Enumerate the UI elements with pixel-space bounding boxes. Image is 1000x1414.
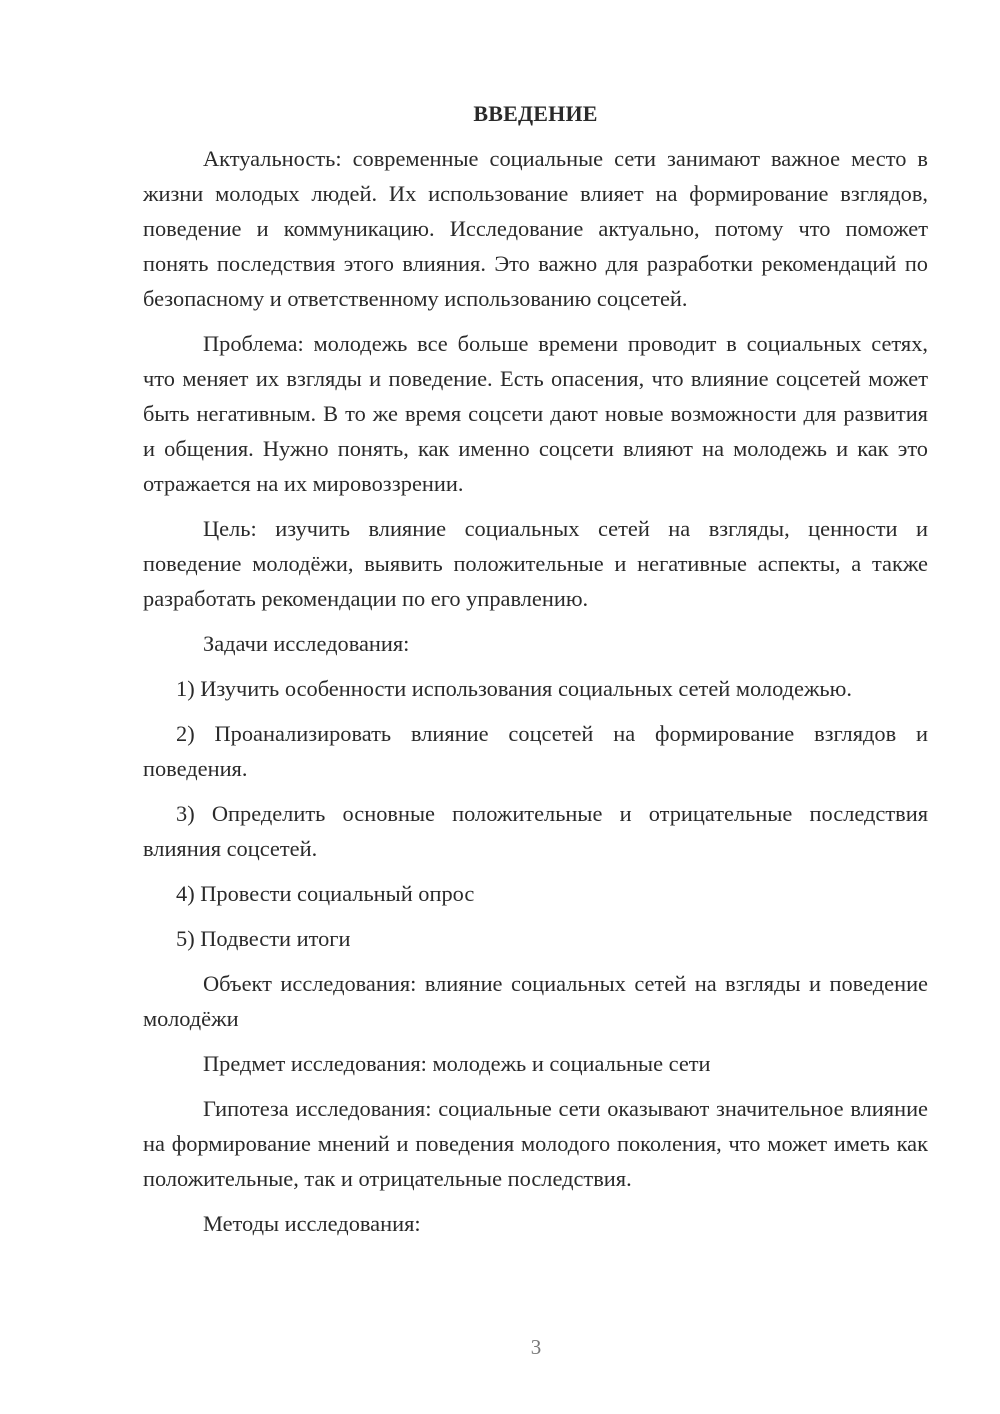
page-title: ВВЕДЕНИЕ — [473, 101, 598, 126]
task-item-2: 2) Проанализировать влияние соцсетей на формирование взглядов и поведения. — [143, 721, 928, 781]
task-item-4: 4) Провести социальный опрос — [176, 881, 475, 906]
paragraph-problem: Проблема: молодежь все больше времени проводит в социальных сетях, что меняет их взгляды и поведение. Есть опасения, что влияние соцсетей может быть негативным. В то же время соцсети дают новые возможности для развития и общения. Нужно понять, как именно соцсети влияют на молодежь и как это отражается на их мировоззрении. — [143, 331, 928, 496]
task-item-5: 5) Подвести итоги — [176, 926, 351, 951]
paragraph-hypothesis: Гипотеза исследования: социальные сети оказывают значительное влияние на формирование мнений и поведения молодого поколения, что может иметь как положительные, так и отрицательные последствия. — [143, 1096, 928, 1191]
paragraph-object: Объект исследования: влияние социальных сетей на взгляды и поведение молодёжи — [143, 971, 928, 1031]
tasks-heading: Задачи исследования: — [203, 631, 410, 656]
paragraph-subject: Предмет исследования: молодежь и социальные сети — [203, 1051, 711, 1076]
paragraph-goal: Цель: изучить влияние социальных сетей на взгляды, ценности и поведение молодёжи, выявить положительные и негативные аспекты, а также разработать рекомендации по его управлению. — [143, 516, 928, 611]
task-item-3: 3) Определить основные положительные и отрицательные последствия влияния соцсетей. — [143, 801, 928, 861]
task-item-1: 1) Изучить особенности использования социальных сетей молодежью. — [176, 676, 852, 701]
page-content — [143, 96, 928, 1251]
paragraph-relevance: Актуальность: современные социальные сети занимают важное место в жизни молодых людей. Их использование влияет на формирование взглядов, поведение и коммуникацию. Исследование актуально, потому что поможет понять последствия этого влияния. Это важно для разработки рекомендаций по безопасному и ответственному использованию соцсетей. — [143, 146, 928, 311]
methods-heading: Методы исследования: — [203, 1211, 421, 1236]
page-number: 3 — [530, 1335, 542, 1359]
